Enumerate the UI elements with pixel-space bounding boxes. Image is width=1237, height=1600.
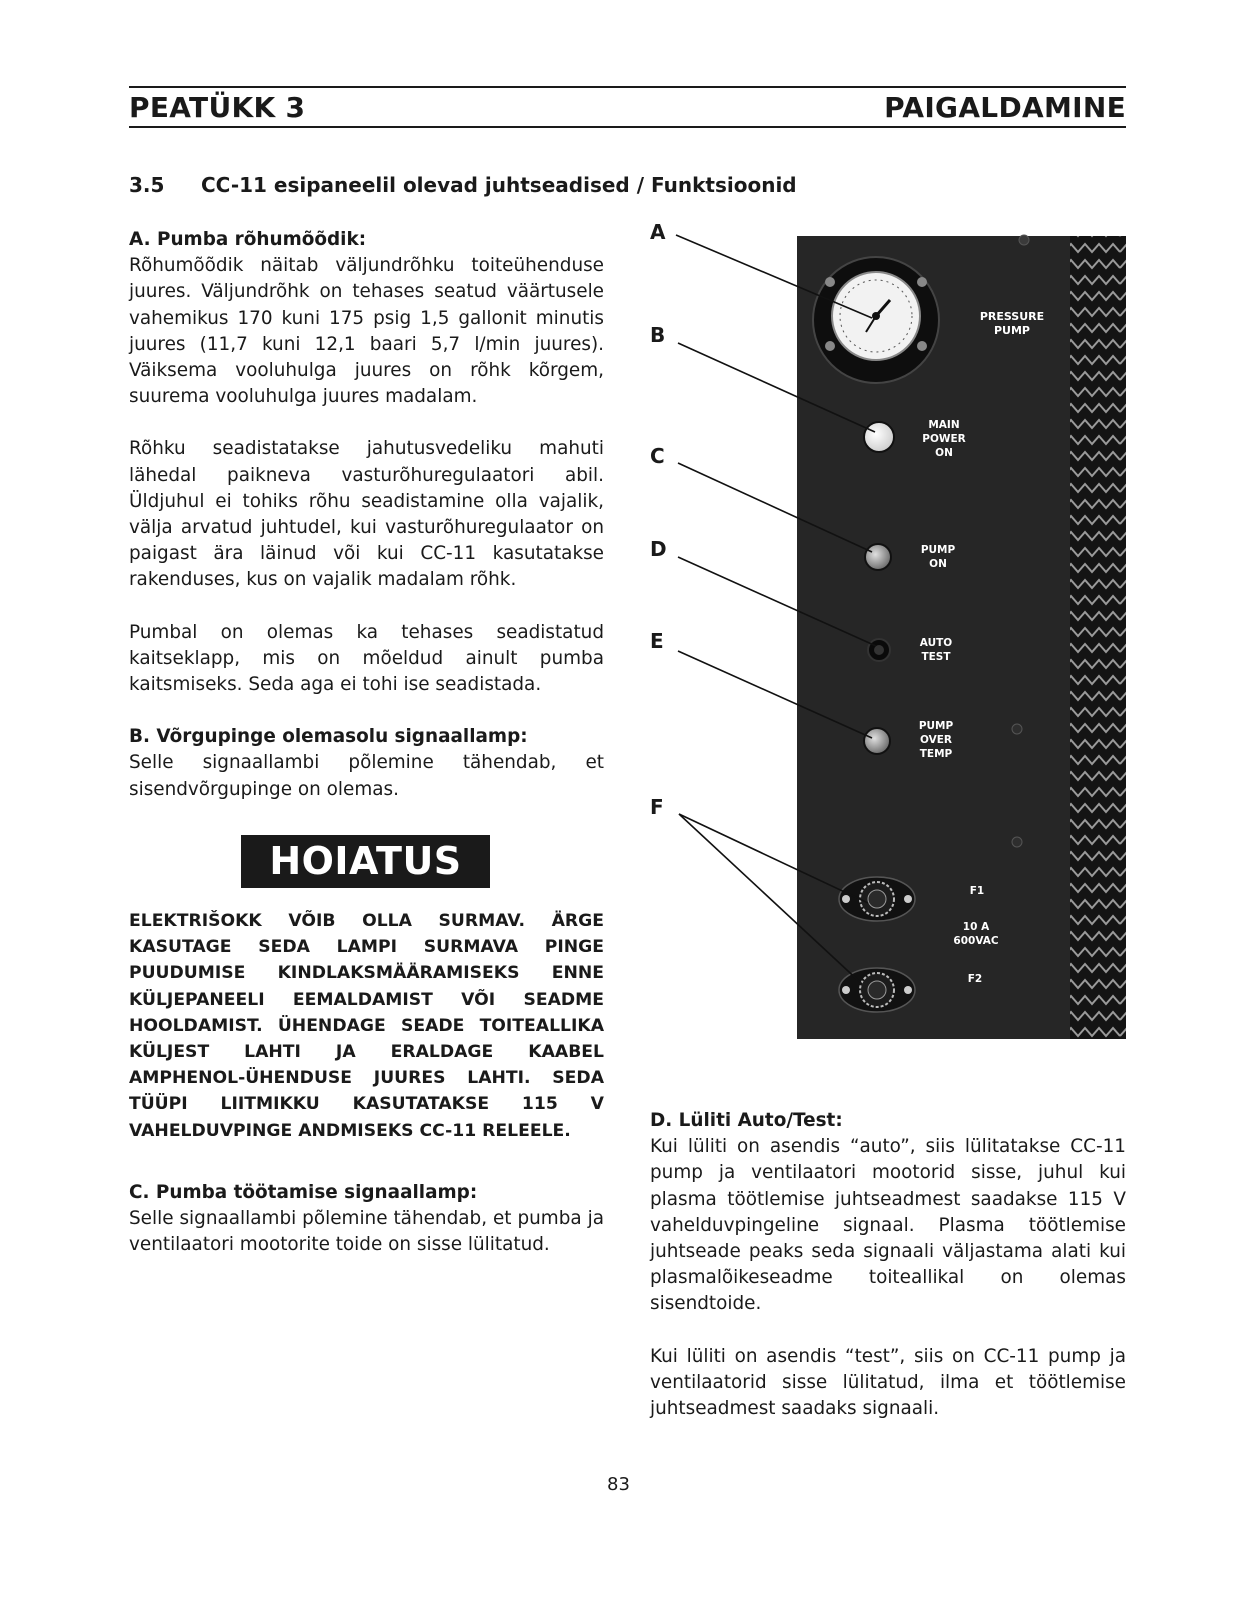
auto-test-switch-icon bbox=[868, 639, 890, 661]
label-over-temp-2: OVER bbox=[919, 734, 953, 746]
figure-letter-a: A bbox=[650, 220, 666, 244]
label-auto-test-2: TEST bbox=[921, 651, 951, 663]
label-over-temp-1: PUMP bbox=[918, 720, 954, 732]
label-pump-on-2: ON bbox=[929, 558, 947, 570]
figure-letter-c: C bbox=[650, 444, 665, 468]
main-power-lamp-icon bbox=[864, 422, 894, 452]
pump-over-temp-lamp-icon bbox=[864, 728, 890, 754]
label-main-power-2: POWER bbox=[922, 433, 966, 445]
label-f1: F1 bbox=[969, 885, 985, 897]
item-b-heading: B. Võrgupinge olemasolu signaallamp: bbox=[129, 726, 528, 748]
item-a-paragraph-3: Pumbal on olemas ka tehases seadistatud kaitseklapp, mis on mõeldud ainult pumba kaitsmiseks. Seda aga ei tohi ise seadistada. bbox=[129, 621, 604, 696]
item-d-heading: D. Lüliti Auto/Test: bbox=[650, 1110, 843, 1131]
label-main-power-3: ON bbox=[935, 447, 953, 459]
pressure-gauge-icon bbox=[813, 257, 939, 383]
item-c-block bbox=[129, 1180, 604, 1259]
label-pressure-pump-2: PUMP bbox=[993, 324, 1031, 337]
label-over-temp-3: TEMP bbox=[919, 748, 953, 760]
fuse-holder-f2-icon bbox=[839, 968, 915, 1012]
item-c-paragraph-1: Selle signaallambi põlemine tähendab, et pumba ja ventilaatori mootorite toide on sisse lülitatud. bbox=[129, 1208, 604, 1256]
figure-letter-b: B bbox=[650, 323, 666, 347]
label-pressure-pump-1: PRESSURE bbox=[979, 310, 1045, 323]
item-c-heading: C. Pumba töötamise signaallamp: bbox=[129, 1182, 478, 1203]
item-d-paragraph-1: Kui lüliti on asendis “auto”, siis lülitatakse CC-11 pump ja ventilaatori mootorid sisse, juhul kui plasma töötlemise juhtseadmest saadakse 115 V vahelduvpingeline signaal. Plasma töötlemise juhtseade peaks seda signaali väljastama alati kui plasmalõikeseadme toiteallikal on olemas sisendtoide. bbox=[650, 1136, 1126, 1315]
figure-letter-d: D bbox=[650, 537, 667, 561]
section-number: 3.5 bbox=[129, 173, 165, 197]
figure-letter-e: E bbox=[650, 629, 664, 653]
radiator-fins bbox=[1066, 236, 1126, 1039]
item-d-paragraph-2: Kui lüliti on asendis “test”, siis on CC-11 pump ja ventilaatorid sisse lülitatud, ilma et töötlemise juhtseadmest saadaks signaali. bbox=[650, 1345, 1126, 1420]
figure-letter-f: F bbox=[650, 795, 664, 819]
label-fuse-rating-2: 600VAC bbox=[953, 935, 999, 947]
warning-text: ELEKTRIŠOKK VÕIB OLLA SURMAV. ÄRGE KASUTAGE SEDA LAMPI SURMAVA PINGE PUUDUMISE KINDLAKSMÄÄRAMISEKS ENNE KÜLJEPANEELI EEMALDAMIST VÕI SEADME HOOLDAMIST. ÜHENDAGE SEADE TOITEALLIKA KÜLJEST LAHTI JA ERALDAGE KAABEL AMPHENOL-ÜHENDUSE JUURES LAHTI. SEDA TÜÜPI LIITMIKKU KASUTATAKSE 115 V VAHELDUVPINGE ANDMISEKS CC-11 RELEELE. bbox=[129, 911, 604, 1141]
chapter-label: PEATÜKK 3 bbox=[129, 91, 306, 124]
label-f2: F2 bbox=[967, 973, 983, 985]
label-fuse-rating-1: 10 A bbox=[962, 921, 990, 933]
item-d-block bbox=[650, 1108, 1126, 1422]
warning-banner: HOIATUS bbox=[241, 835, 490, 888]
item-a-paragraph-2: Rõhku seadistatakse jahutusvedeliku mahuti lähedal paikneva vasturõhuregulaatori abil. Üldjuhul ei tohiks rõhu seadistamine olla vajalik, välja arvatud juhtudel, kui vasturõhuregulaator on paigast ära läinud või kui CC-11 kasutatakse rakenduses, kus on vajalik madalam rõhk. bbox=[129, 438, 604, 591]
item-a-heading: A. Pumba rõhumõõdik: bbox=[129, 229, 367, 250]
item-b-paragraph-1: Selle signaallambi põlemine tähendab, et sisendvõrgupinge on olemas. bbox=[129, 752, 604, 800]
label-auto-test-1: AUTO bbox=[919, 637, 953, 649]
pump-on-lamp-icon bbox=[865, 544, 891, 570]
section-title: CC-11 esipaneelil olevad juhtseadised / Funktsioonid bbox=[201, 173, 797, 197]
fuse-holder-f1-icon bbox=[839, 877, 915, 921]
chapter-title: PAIGALDAMINE bbox=[884, 91, 1126, 124]
page-number: 83 bbox=[607, 1474, 630, 1495]
label-main-power-1: MAIN bbox=[928, 419, 960, 431]
label-pump-on-1: PUMP bbox=[920, 544, 956, 556]
item-a-paragraph-1: Rõhumõõdik näitab väljundrõhku toiteühenduse juures. Väljundrõhk on tehases seatud väärtusele vahemikus 170 kuni 175 psig 1,5 gallonit minutis juures (11,7 kuni 12,1 baari 5,7 l/min juures). Väiksema vooluhulga juures on rõhk kõrgem, suurema vooluhulga juures madalam. bbox=[129, 255, 604, 408]
